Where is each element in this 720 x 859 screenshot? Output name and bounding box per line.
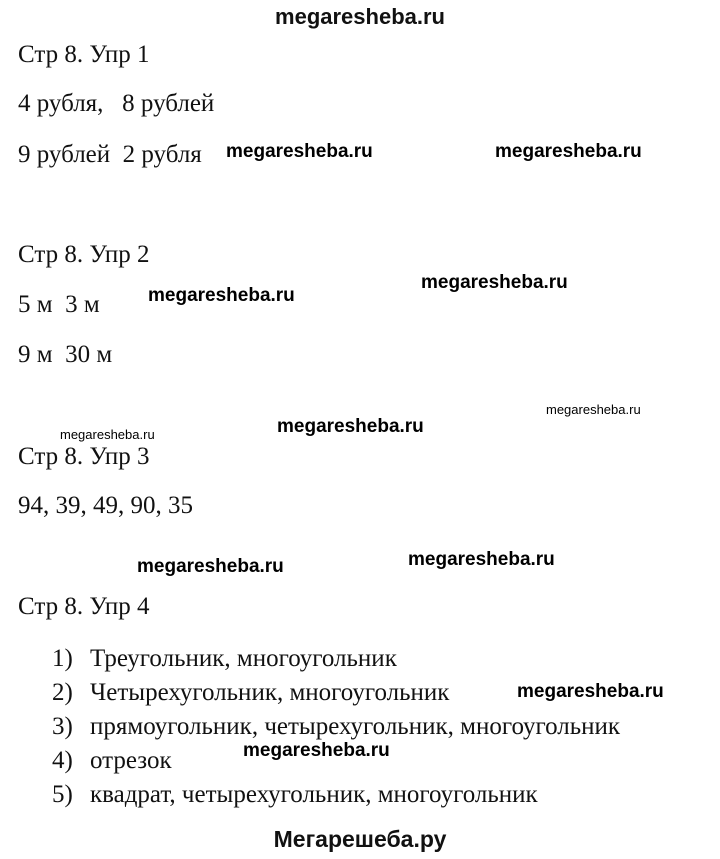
watermark: megaresheba.ru	[408, 549, 555, 570]
watermark-small: megaresheba.ru	[60, 427, 155, 442]
list-item-number: 2)	[52, 679, 73, 706]
exercise-4-answers	[52, 642, 620, 812]
list-item-number: 1)	[52, 645, 73, 672]
watermark: megaresheba.ru	[226, 141, 373, 162]
exercise-1-title: Стр 8. Упр 1	[18, 41, 150, 68]
list-item-text: прямоугольник, четырехугольник, многоугольник	[90, 713, 621, 740]
list-item-text: Четырехугольник, многоугольник	[90, 679, 450, 706]
watermark: megaresheba.ru	[421, 272, 568, 293]
exercise-2-line-2: 9 м 30 м	[18, 341, 113, 368]
list-item-text: квадрат, четырехугольник, многоугольник	[90, 781, 538, 808]
exercise-2-title: Стр 8. Упр 2	[18, 241, 150, 268]
watermark: megaresheba.ru	[495, 141, 642, 162]
site-header: megaresheba.ru	[275, 4, 445, 29]
exercise-1-line-2: 9 рублей 2 рубля	[18, 141, 202, 168]
list-item-text: Треугольник, многоугольник	[90, 645, 397, 672]
watermark: megaresheba.ru	[137, 556, 284, 577]
list-item	[52, 642, 620, 676]
watermark: megaresheba.ru	[243, 740, 390, 761]
list-item-text: отрезок	[90, 747, 172, 774]
exercise-1-line-1: 4 рубля, 8 рублей	[18, 90, 215, 117]
exercise-4-title: Стр 8. Упр 4	[18, 593, 150, 620]
list-item-number: 3)	[52, 713, 73, 740]
exercise-3-title: Стр 8. Упр 3	[18, 443, 150, 470]
site-footer: Мегарешеба.ру	[273, 826, 447, 852]
watermark-small: megaresheba.ru	[546, 402, 641, 417]
list-item	[52, 710, 620, 744]
list-item-number: 4)	[52, 747, 73, 774]
watermark: megaresheba.ru	[277, 416, 424, 437]
watermark: megaresheba.ru	[148, 285, 295, 306]
list-item-number: 5)	[52, 781, 73, 808]
list-item	[52, 778, 620, 812]
exercise-3-line-1: 94, 39, 49, 90, 35	[18, 492, 193, 519]
exercise-2-line-1: 5 м 3 м	[18, 291, 100, 318]
watermark: megaresheba.ru	[517, 681, 664, 702]
